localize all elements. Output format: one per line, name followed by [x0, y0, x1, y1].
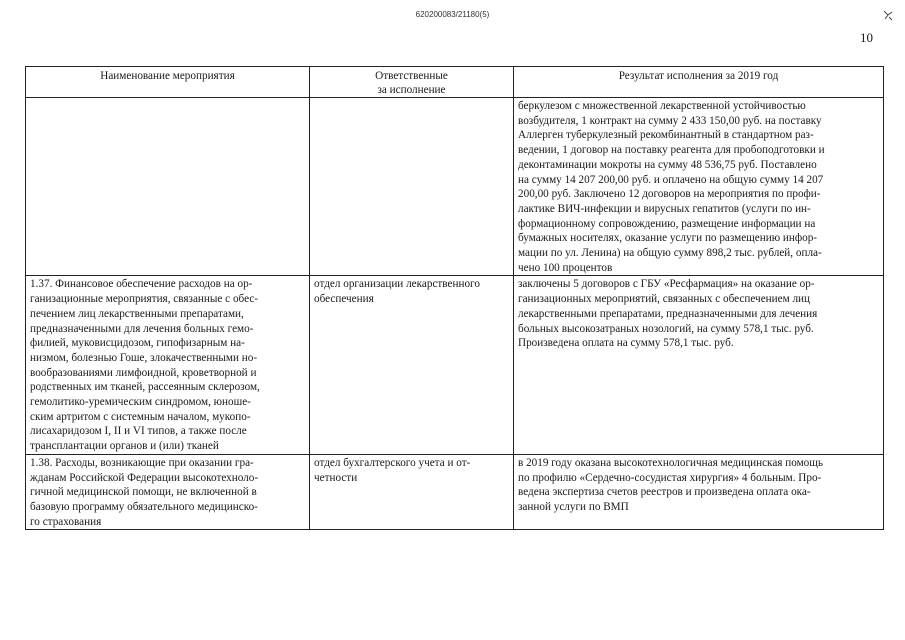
table-header-row: [26, 67, 884, 98]
text-line: лактике ВИЧ-инфекции и вирусных гепатитов (услуги по ин-: [518, 202, 811, 215]
cell-result: [514, 276, 884, 454]
text-line: трансплантации органов и (или) тканей: [30, 440, 219, 453]
text-line: Произведена оплата на сумму 578,1 тыс. руб.: [518, 337, 734, 350]
cell-responsible: [310, 454, 514, 530]
table-row: [26, 98, 884, 276]
text-line: больных высокозатраных нозологий, на сумму 578,1 тыс. руб.: [518, 322, 814, 335]
text-line: печением лиц лекарственными препаратами,: [30, 307, 244, 320]
report-table: [25, 66, 884, 530]
text-line: ганизационных мероприятий, связанных с обеспечением лиц: [518, 293, 811, 306]
text-line: низмом, болезнью Гоше, злокачественными но-: [30, 351, 258, 364]
text-line: предназначенными для лечения больных гемо-: [30, 322, 254, 335]
cell-measure: [26, 454, 310, 530]
page-number: 10: [860, 30, 873, 45]
text-line: деконтаминации мокроты на сумму 48 536,75 руб. Поставлено: [518, 158, 817, 171]
text-line: филией, муковисцидозом, гипофизарным на-: [30, 337, 245, 350]
header-result: [514, 67, 884, 98]
text-line: го страхования: [30, 515, 102, 528]
text-line: ганизационные мероприятия, связанные с обес-: [30, 293, 259, 306]
text-line: 1.37. Финансовое обеспечение расходов на ор-: [30, 278, 253, 291]
document-id: 620200083/21180(5): [415, 10, 490, 19]
text-line: 200,00 руб. Заключено 12 договоров на мероприятия по профи-: [518, 188, 821, 201]
cell-measure: [26, 276, 310, 454]
text-line: вообразованиями лимфоидной, кроветворной и: [30, 366, 257, 379]
text-line: лекарственными препаратами, предназначенными для лечения: [518, 307, 818, 320]
text-line: формационному сопровождению, размещение информации на: [518, 217, 816, 230]
text-line: обеспечения: [314, 293, 374, 306]
text-line: отдел бухгалтерского учета и от-: [314, 456, 471, 469]
cell-result: [514, 98, 884, 276]
stamp-mark-icon: [881, 8, 895, 22]
header-line: Ответственные: [375, 70, 448, 82]
header-line: за исполнение: [377, 84, 446, 96]
text-line: ведена экспертиза счетов реестров и произведена оплата ока-: [518, 486, 811, 499]
text-line: Аллерген туберкулезный рекомбинантный в стандартном раз-: [518, 129, 814, 142]
text-line: мации по ул. Ленина) на общую сумму 898,2 тыс. рублей, опла-: [518, 247, 822, 260]
text-line: занной услуги по ВМП: [518, 500, 629, 513]
text-line: лисахаридозом I, II и VI типов, а также после: [30, 425, 247, 438]
text-line: гемолитико-уремическим синдромом, юноше-: [30, 396, 251, 409]
text-line: 1.38. Расходы, возникающие при оказании гра-: [30, 456, 254, 469]
cell-result: [514, 454, 884, 530]
text-line: на сумму 14 207 200,00 руб. и оплачено на общую сумму 14 207: [518, 173, 824, 186]
text-line: ским артритом с системным началом, мукопо-: [30, 410, 251, 423]
text-line: базовую программу обязательного медицинско-: [30, 500, 258, 513]
text-line: бумажных носителях, оказание услуги по размещению инфор-: [518, 232, 818, 245]
text-line: беркулезом с множественной лекарственной устойчивостью: [518, 100, 806, 112]
header-responsible: [310, 67, 514, 98]
text-line: ведении, 1 договор на поставку реагента для пробоподготовки и: [518, 144, 825, 157]
header-line: Наименование мероприятия: [100, 70, 235, 82]
text-line: заключены 5 договоров с ГБУ «Ресфармация» на оказание ор-: [518, 278, 815, 291]
text-line: чено 100 процентов: [518, 261, 613, 274]
text-line: гичной медицинской помощи, не включенной в: [30, 486, 257, 499]
text-line: четности: [314, 471, 358, 484]
header-measure: [26, 67, 310, 98]
text-line: жданам Российской Федерации высокотехноло-: [30, 471, 259, 484]
cell-responsible: [310, 98, 514, 276]
text-line: по профилю «Сердечно-сосудистая хирургия» 4 больным. Про-: [518, 471, 822, 484]
cell-measure: [26, 98, 310, 276]
text-line: возбудителя, 1 контракт на сумму 2 433 150,00 руб. на поставку: [518, 114, 822, 127]
table-row: [26, 454, 884, 530]
cell-responsible: [310, 276, 514, 454]
header-line: Результат исполнения за 2019 год: [618, 70, 779, 82]
table-row: [26, 276, 884, 454]
text-line: отдел организации лекарственного: [314, 278, 480, 291]
text-line: родственных им тканей, рассеянным склерозом,: [30, 381, 260, 394]
text-line: в 2019 году оказана высокотехнологичная медицинская помощь: [518, 456, 823, 469]
